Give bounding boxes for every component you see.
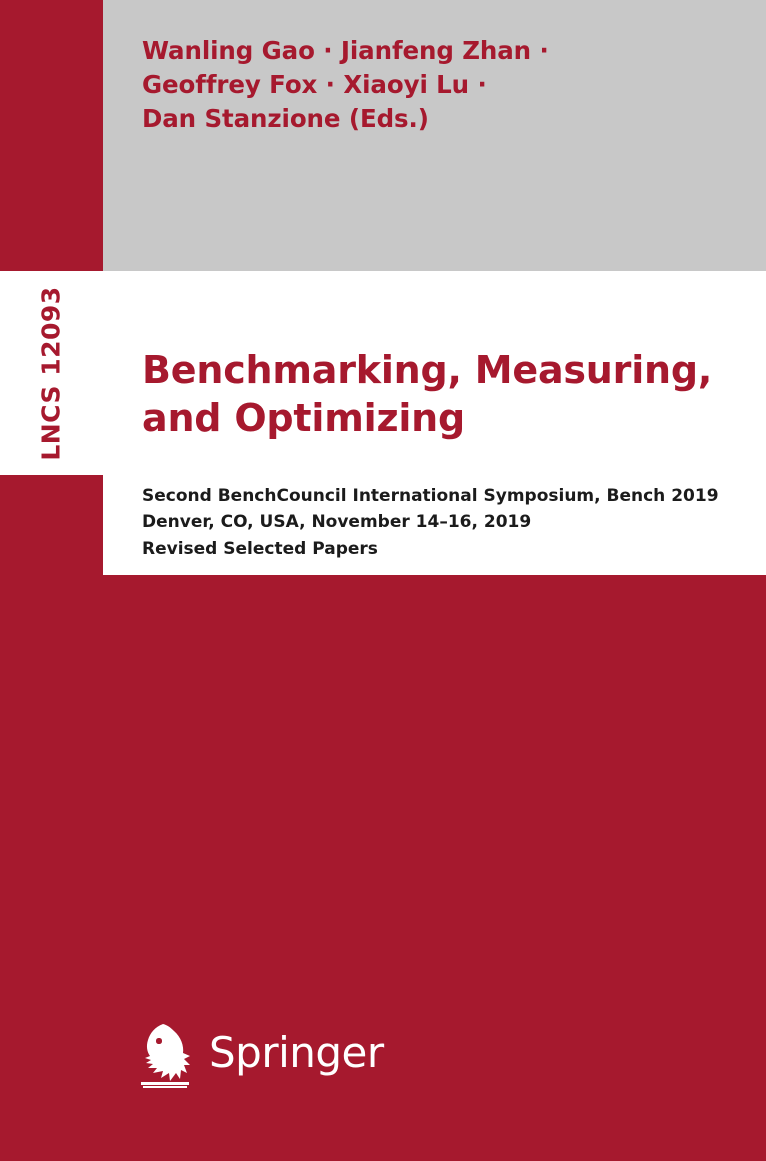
springer-knight-icon <box>133 1022 195 1088</box>
book-subtitle <box>142 483 742 562</box>
editors-line-1: Wanling Gao · Jianfeng Zhan · <box>142 36 549 65</box>
series-number-label: LNCS 12093 <box>37 285 67 461</box>
book-subtitle-line-3: Revised Selected Papers <box>142 538 378 559</box>
book-title-line-2: and Optimizing <box>142 395 466 440</box>
book-subtitle-line-1: Second BenchCouncil International Symposium, Bench 2019 <box>142 486 719 506</box>
editors-block <box>142 34 702 135</box>
editors-line-3: Dan Stanzione (Eds.) <box>142 103 429 133</box>
series-number <box>0 271 103 475</box>
publisher-logo <box>133 1022 384 1088</box>
book-subtitle-line-2: Denver, CO, USA, November 14–16, 2019 <box>142 512 532 533</box>
publisher-name: Springer <box>209 1028 384 1077</box>
left-red-band-bottom <box>0 475 103 1161</box>
book-title <box>142 347 742 443</box>
book-title-line-1: Benchmarking, Measuring, <box>142 348 713 392</box>
editors-line-2: Geoffrey Fox · Xiaoyi Lu · <box>142 69 487 99</box>
left-red-band-top <box>0 0 103 271</box>
